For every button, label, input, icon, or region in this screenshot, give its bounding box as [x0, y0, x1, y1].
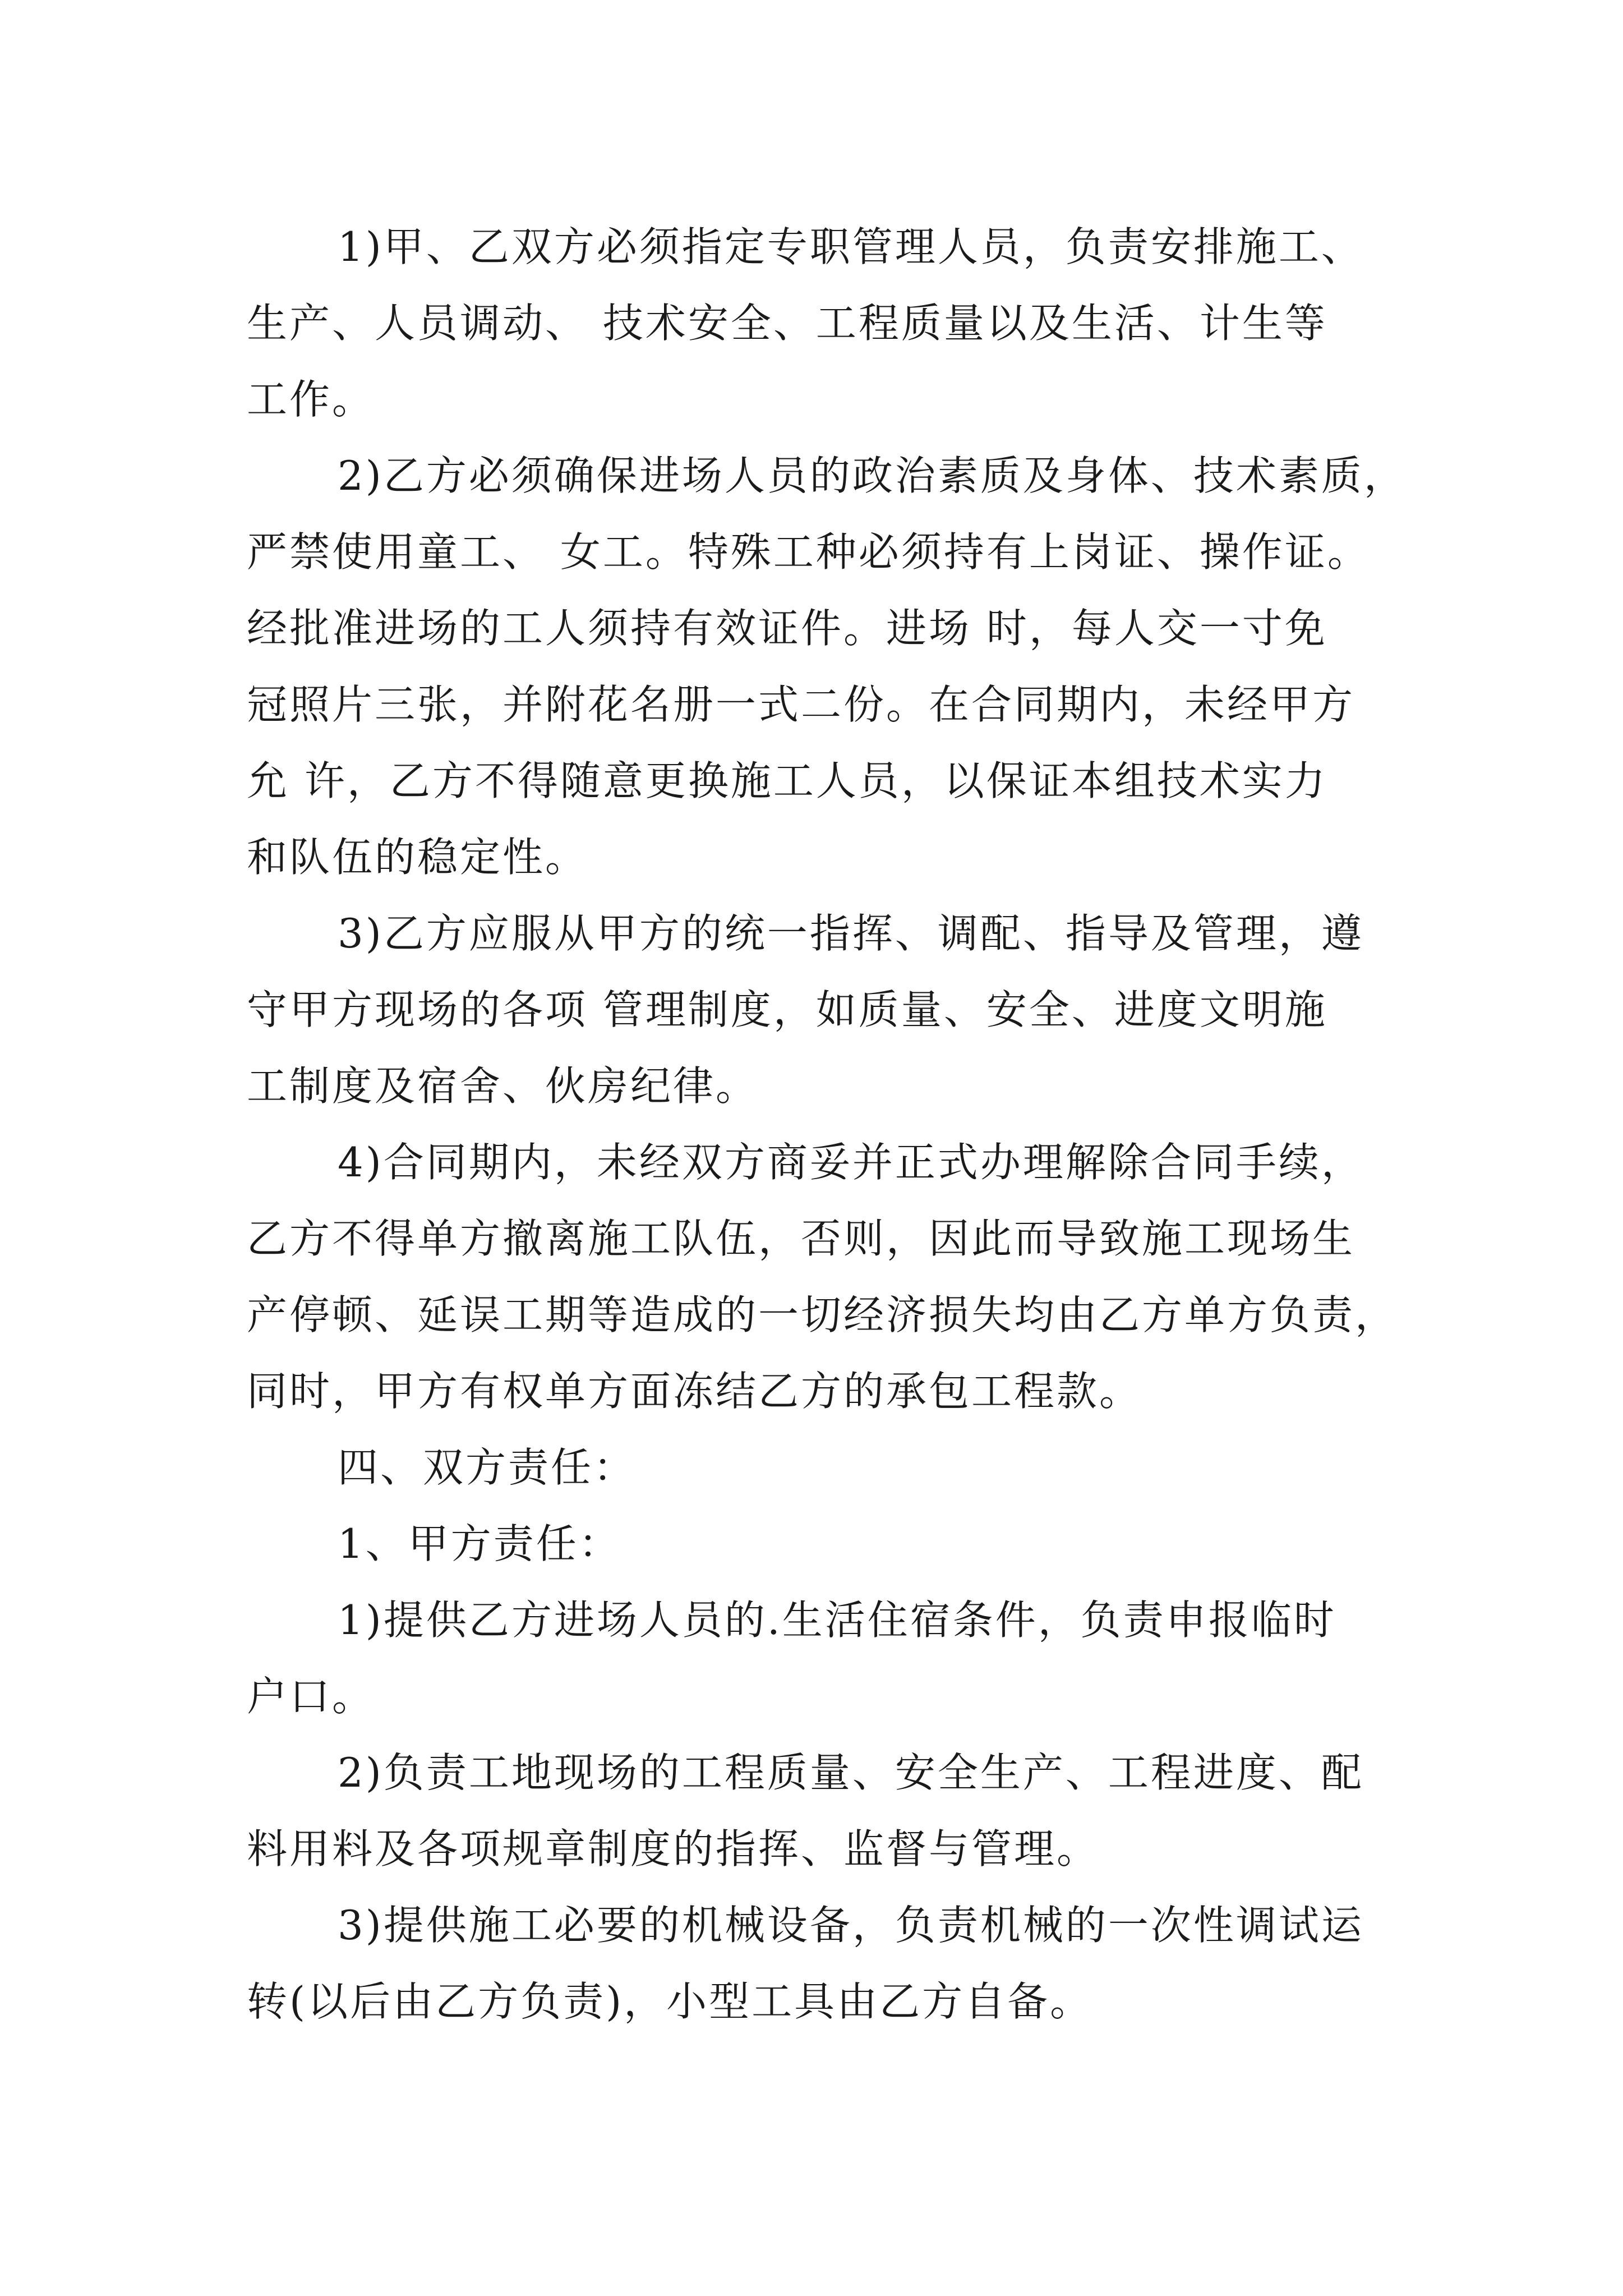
paragraph-2-line-5: 允 许，乙方不得随意更换施工人员，以保证本组技术实力 — [247, 757, 1327, 804]
paragraph-4-line-1: 4)合同期内，未经双方商妥并正式办理解除合同手续， — [338, 1139, 1364, 1186]
paragraph-2-line-4: 冠照片三张，并附花名册一式二份。在合同期内，未经甲方 — [247, 681, 1355, 728]
paragraph-1-line-3: 工作。 — [247, 376, 375, 423]
section-heading-mutual-responsibilities: 四、双方责任： — [338, 1444, 637, 1491]
paragraph-1-line-1: 1)甲、乙双方必须指定专职管理人员，负责安排施工、 — [338, 223, 1364, 270]
paragraph-1-line-2: 生产、人员调动、 技术安全、工程质量以及生活、计生等 — [247, 300, 1327, 347]
paragraph-2-line-1: 2)乙方必须确保进场人员的政治素质及身体、技术素质， — [338, 452, 1407, 499]
paragraph-4-line-3: 产停顿、延误工期等造成的一切经济损失均由乙方单方负责， — [247, 1291, 1398, 1338]
paragraph-3-line-3: 工制度及宿舍、伙房纪律。 — [247, 1062, 759, 1110]
paragraph-2-line-2: 严禁使用童工、 女工。特殊工种必须持有上岗证、操作证。 — [247, 528, 1370, 576]
paragraph-2-line-6: 和队伍的稳定性。 — [247, 834, 588, 881]
paragraph-5-line-2: 户口。 — [247, 1673, 375, 1720]
paragraph-7-line-1: 3)提供施工必要的机械设备，负责机械的一次性调试运 — [338, 1902, 1364, 1949]
paragraph-6-line-2: 料用料及各项规章制度的指挥、监督与管理。 — [247, 1825, 1100, 1872]
paragraph-6-line-1: 2)负责工地现场的工程质量、安全生产、工程进度、配 — [338, 1749, 1364, 1796]
paragraph-3-line-2: 守甲方现场的各项 管理制度，如质量、安全、进度文明施 — [247, 986, 1327, 1033]
paragraph-7-line-2: 转(以后由乙方负责)，小型工具由乙方自备。 — [247, 1978, 1093, 2025]
paragraph-5-line-1: 1)提供乙方进场人员的.生活住宿条件，负责申报临时 — [338, 1596, 1336, 1644]
paragraph-3-line-1: 3)乙方应服从甲方的统一指挥、调配、指导及管理，遵 — [338, 910, 1364, 957]
paragraph-4-line-2: 乙方不得单方撤离施工队伍，否则，因此而导致施工现场生 — [247, 1215, 1355, 1262]
paragraph-2-line-3: 经批准进场的工人须持有效证件。进场 时，每人交一寸免 — [247, 605, 1327, 652]
subsection-heading-party-a: 1、甲方责任： — [338, 1520, 621, 1567]
paragraph-4-line-4: 同时，甲方有权单方面冻结乙方的承包工程款。 — [247, 1368, 1142, 1415]
